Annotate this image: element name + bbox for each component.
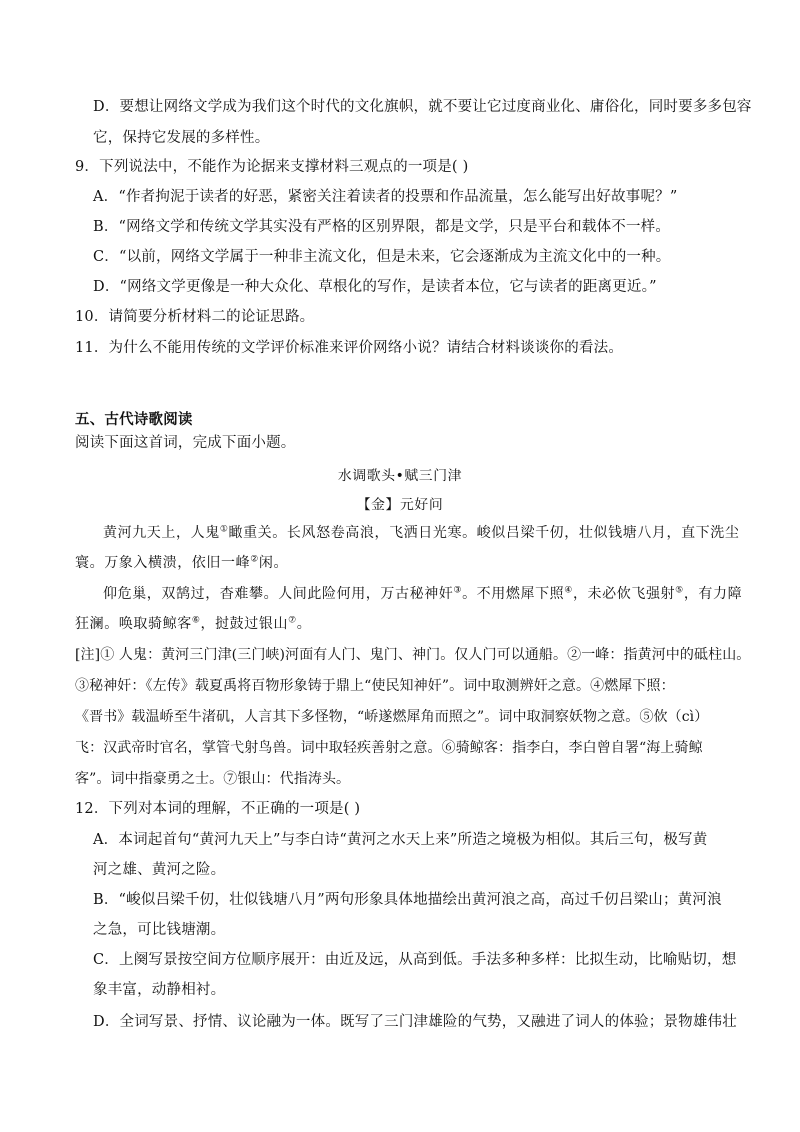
q12-option-c-line1: C．上阕写景按空间方位顺序展开：由近及远，从高到低。手法多种多样：比拟生动，比喻贴切，想: [93, 952, 737, 968]
footnote-marker: ④: [564, 585, 573, 596]
footnote-marker: ⑦: [288, 615, 297, 626]
q10-stem: 10．请简要分析材料二的论证思路。: [75, 309, 315, 325]
q9-option-a: A．“作者拘泥于读者的好恶，紧密关注着读者的投票和作品流量，怎么能写出好故事呢？”: [93, 189, 678, 205]
section-instruction: 阅读下面这首词，完成下面小题。: [75, 435, 296, 451]
poem-text: 。: [296, 616, 312, 632]
poem-stanza1-line2: [75, 553, 288, 573]
q9-option-d: D．“网络文学更像是一种大众化、草根化的写作，是读者本位，它与读者的距离更近。”: [93, 279, 657, 295]
poem-note-line: [注]① 人鬼：黄河三门津(三门峡)河面有人门、鬼门、神门。仅人门可以通船。②一峰：指黄河中的砥柱山。: [75, 647, 751, 663]
poem-text: 闲。: [258, 555, 289, 571]
footnote-marker: ⑥: [191, 615, 201, 626]
poem-note-line: 客”。词中指豪勇之士。⑦银山：代指涛头。: [75, 771, 351, 787]
q12-option-a-line1: A．本词起首句“黄河九天上”与李白诗“黄河之水天上来”所造之境极为相似。其后三句，极写黄: [93, 832, 708, 848]
poem-author: 【金】元好问: [356, 497, 444, 513]
footnote-marker: ①: [219, 524, 229, 535]
poem-text: ，有力障: [683, 586, 743, 602]
q8-option-d-line1: D．要想让网络文学成为我们这个时代的文化旗帜，就不要让它过度商业化、庸俗化，同时要多多包容: [93, 99, 752, 115]
q12-option-c-line2: 象丰富，动静相衬。: [93, 982, 226, 998]
poem-note-line: 飞：汉武帝时官名，掌管弋射鸟兽。词中取轻疾善射之意。⑥骑鲸客：指李白，李白曾自署“海上骑鲸: [75, 740, 703, 756]
q12-option-d-line1: D．全词写景、抒情、议论融为一体。既写了三门津雄险的气势，又融进了词人的体验；景物雄伟壮: [93, 1014, 737, 1030]
poem-text: 。不用燃犀下照: [462, 586, 565, 602]
q11-stem: 11．为什么不能用传统的文学评价标准来评价网络小说？请结合材料谈谈你的看法。: [75, 340, 624, 356]
poem-text: ，挝鼓过银山: [200, 616, 289, 632]
footnote-marker: ⑤: [675, 585, 684, 596]
q12-option-a-line2: 河之雄、黄河之险。: [93, 862, 226, 878]
poem-note-line: 《晋书》载温峤至牛渚矶，人言其下多怪物，“峤遂燃犀角而照之”。词中取洞察妖物之意。⑤佽（cì）: [75, 709, 709, 725]
poem-text: 寰。万象入横溃，依旧一峰: [75, 555, 251, 571]
poem-note-line: ③秘神奸：《左传》载夏禹将百物形象铸于鼎上“使民知神奸”。词中取测辨奸之意。④燃犀下照：: [75, 678, 675, 694]
poem-text: 狂澜。唤取骑鲸客: [75, 616, 192, 632]
q8-option-d-line2: 它，保持它发展的多样性。: [93, 130, 270, 146]
poem-stanza2-line1: [103, 584, 742, 604]
poem-title: 水调歌头•赋三门津: [337, 468, 463, 484]
poem-text: 瞰重关。长风怒卷高浪，飞洒日光寒。峻似吕梁千仞，壮似钱塘八月，直下洗尘: [228, 525, 740, 541]
poem-stanza2-line2: [75, 614, 311, 634]
q12-option-b-line1: B．“峻似吕梁千仞，壮似钱塘八月”两句形象具体地描绘出黄河浪之高，高过千仞吕梁山；黄河浪: [93, 892, 722, 908]
section-heading: 五、古代诗歌阅读: [75, 412, 193, 428]
footnote-marker: ③: [453, 585, 463, 596]
q9-option-b: B．“网络文学和传统文学其实没有严格的区别界限，都是文学，只是平台和载体不一样。: [93, 219, 671, 235]
poem-stanza1-line1: [103, 523, 739, 543]
footnote-marker: ②: [250, 554, 259, 565]
poem-text: 仰危巢，双鹄过，杳难攀。人间此险何用，万古秘神奸: [103, 586, 454, 602]
q9-stem: 9．下列说法中，不能作为论据来支撑材料三观点的一项是( ): [75, 159, 469, 175]
q12-option-b-line2: 之急，可比钱塘潮。: [93, 922, 226, 938]
q9-option-c: C．“以前，网络文学属于一种非主流文化，但是未来，它会逐渐成为主流文化中的一种。: [93, 249, 671, 265]
poem-text: 黄河九天上，人鬼: [103, 525, 220, 541]
poem-text: ，未必佽飞强射: [572, 586, 676, 602]
q12-stem: 12．下列对本词的理解，不正确的一项是( ): [75, 801, 361, 817]
